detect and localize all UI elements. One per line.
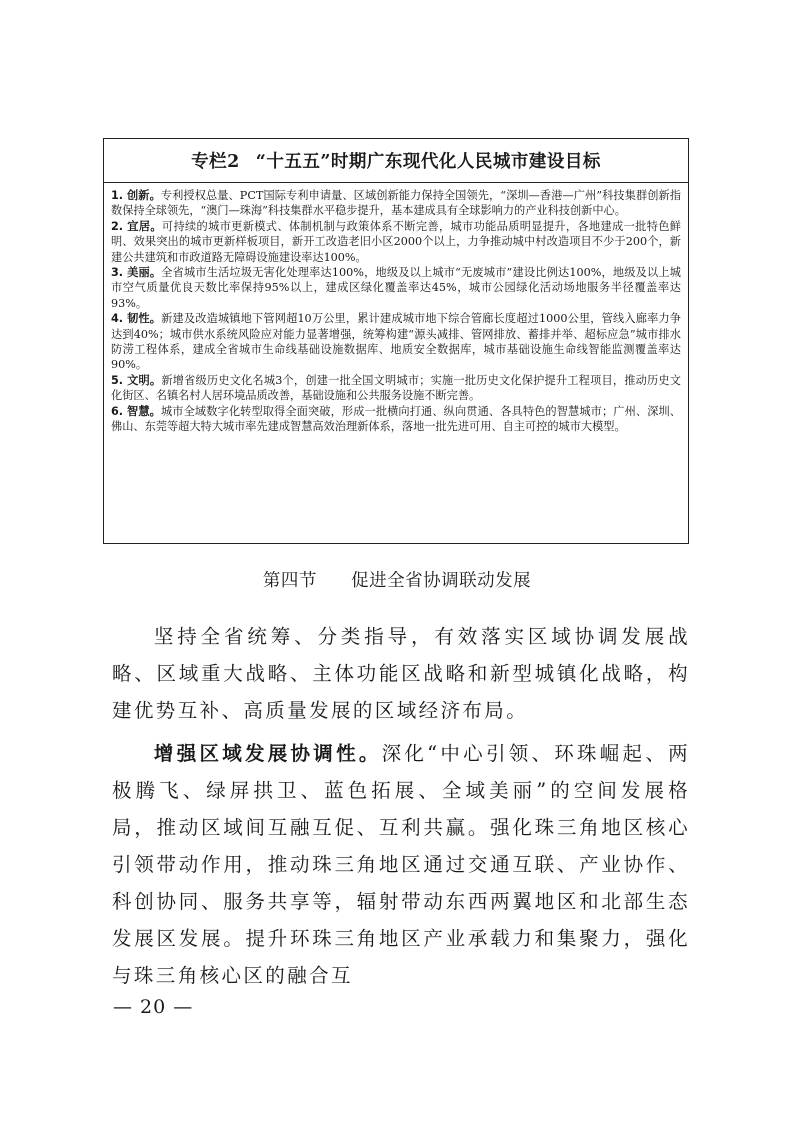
goal-item bbox=[111, 219, 681, 265]
page-number: — 20 — bbox=[113, 996, 194, 1018]
goal-item bbox=[111, 404, 681, 435]
goal-text: 专利授权总量、PCT国际专利申请量、区域创新能力保持全国领先，“深圳—香港—广州”科技集群创新指数保持全球领先，“澳门—珠海”科技集群水平稳步提升，基本建成具有全球影响力的产业科技创新中心。 bbox=[111, 189, 681, 218]
goal-text: 新增省级历史文化名城3个，创建一批全国文明城市；实施一批历史文化保护提升工程项目，推动历史文化街区、名镇名村人居环境品质改善，基础设施和公共服务设施不断完善。 bbox=[111, 373, 681, 403]
box-title-main: “十五五”时期广东现代化人民城市建设目标 bbox=[255, 152, 601, 172]
goals-box bbox=[103, 138, 689, 544]
body-paragraph-1: 坚持全省统筹、分类指导，有效落实区域协调发展战略、区域重大战略、主体功能区战略和新型城镇化战略，构建优势互补、高质量发展的区域经济布局。 bbox=[112, 625, 690, 722]
goal-item bbox=[111, 311, 681, 373]
goal-head: 1. 创新。 bbox=[111, 189, 161, 202]
section-number: 第四节 bbox=[262, 571, 317, 591]
goal-head: 3. 美丽。 bbox=[111, 266, 162, 280]
section-heading bbox=[0, 567, 794, 592]
body-paragraph-2 bbox=[112, 735, 690, 994]
goal-head: 6. 智慧。 bbox=[111, 404, 161, 418]
goal-head: 2. 宜居。 bbox=[111, 219, 162, 233]
box-title bbox=[104, 139, 688, 183]
goal-text: 可持续的城市更新模式、体制机制与政策体系不断完善，城市功能品质明显提升，各地建成一批特色鲜明、效果突出的城市更新样板项目，新开工改造老旧小区2000个以上，力争推动城中村改造项目不少于200个，新建公共建筑和市政道路无障碍设施建设率达100%。 bbox=[111, 219, 681, 264]
goal-item bbox=[111, 265, 681, 311]
section-title: 促进全省协调联动发展 bbox=[351, 571, 532, 591]
goal-item bbox=[111, 373, 681, 404]
goals-list bbox=[104, 183, 688, 435]
goal-head: 5. 文明。 bbox=[111, 373, 162, 387]
goal-item bbox=[111, 188, 681, 219]
goal-text: 城市全域数字化转型取得全面突破，形成一批横向打通、纵向贯通、各具特色的智慧城市；广州、深圳、佛山、东莞等超大特大城市率先建成智慧高效治理新体系，落地一批先进可用、自主可控的城市大模型。 bbox=[111, 404, 681, 434]
goal-head: 4. 韧性。 bbox=[111, 312, 162, 326]
paragraph-text: 深化“中心引领、环珠崛起、两极腾飞、绿屏拱卫、蓝色拓展、全域美丽”的空间发展格局，推动区域间互融互促、互利共赢。强化珠三角地区核心引领带动作用，推动珠三角地区通过交通互联、产业协作、科创协同、服务共享等，辐射带动东西两翼地区和北部生态发展区发展。提升环珠三角地区产业承载力和集聚力，强化与珠三角核心区的融合互 bbox=[112, 742, 690, 987]
box-title-prefix: 专栏2 bbox=[191, 152, 240, 172]
goal-text: 全省城市生活垃圾无害化处理率达100%，地级及以上城市“无废城市”建设比例达100%，地级及以上城市空气质量优良天数比率保持95%以上，建成区绿化覆盖率达45%，城市公园绿化活动场地服务半径覆盖率达93%。 bbox=[111, 266, 681, 310]
goal-text: 新建及改造城镇地下管网超10万公里，累计建成城市地下综合管廊长度超过1000公里，管线入廊率力争达到40%；城市供水系统风险应对能力显著增强，统筹构建“源头减排、管网排放、蓄排并举、超标应急”城市排水防涝工程体系，建成全省城市生命线基础设施数据库、地质安全数据库，城市基础设施生命线智能监测覆盖率达90%。 bbox=[111, 312, 681, 372]
paragraph-lead: 增强区域发展协调性。 bbox=[153, 742, 382, 765]
